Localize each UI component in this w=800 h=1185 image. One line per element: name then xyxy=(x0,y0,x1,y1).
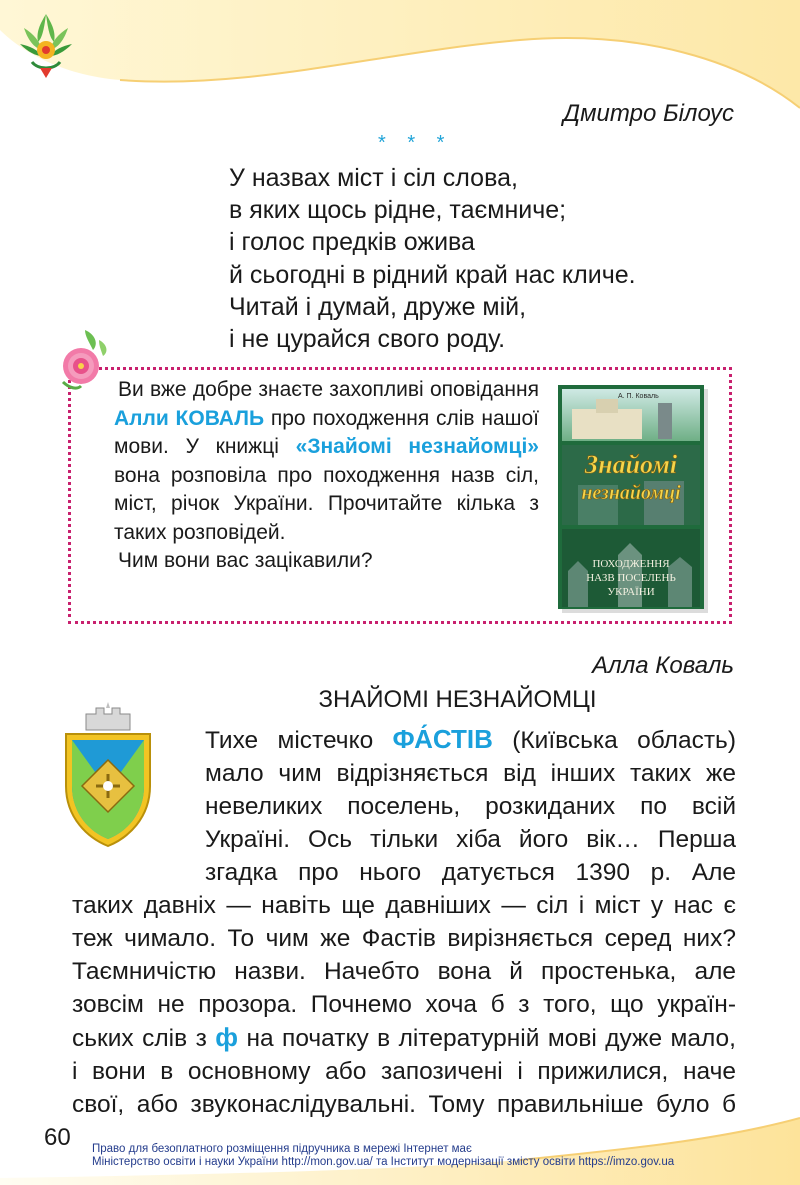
poem-line: і голос предків ожива xyxy=(229,228,475,257)
book-cover-subtitle: НАЗВ ПОСЕЛЕНЬ xyxy=(586,572,676,584)
poem-author: Дмитро Білоус xyxy=(563,100,734,127)
page-number: 60 xyxy=(44,1124,71,1151)
footer-line: Міністерство освіти і науки України http://mon.gov.ua/ та Інститут модернізації змісту освіти https://imzo.gov.ua xyxy=(92,1156,675,1168)
author-name-highlight: Алли КОВАЛЬ xyxy=(114,406,265,430)
book-cover-subtitle: ПОХОДЖЕННЯ xyxy=(592,558,670,570)
poem-line: У назвах міст і сіл слова, xyxy=(229,164,518,192)
story-line: і вони в основному або запозичені і прижилися, наче xyxy=(72,1058,736,1085)
story-text-part: на початку в літературній мові дуже мало, xyxy=(238,1025,736,1052)
section-separator-stars: * * * xyxy=(378,132,453,154)
book-title-highlight: «Знайомі незнайомці» xyxy=(295,435,539,458)
top-wave xyxy=(0,0,800,108)
ornament-logo-icon xyxy=(18,10,74,82)
flower-icon xyxy=(55,326,113,394)
story-body xyxy=(72,723,736,1121)
story-title: ЗНАЙОМІ НЕЗНАЙОМЦІ xyxy=(318,686,597,713)
info-question: Чим вони вас зацікавили? xyxy=(118,549,373,572)
story-line xyxy=(72,1021,736,1055)
book-cover-title: Знайомі xyxy=(584,450,678,479)
story-line: свої, або звуконаслідувальні. Тому правильніше було б xyxy=(72,1091,736,1118)
info-text-part: про походження слів нашої мови. У книжці xyxy=(114,406,539,458)
story-line: згадка про нього датується 1390 р. Але xyxy=(205,859,736,886)
poem-line: Читай і думай, друже мій, xyxy=(229,292,527,321)
story-line: невеликих поселень, розкиданих по всій xyxy=(205,793,736,820)
poem-line: в яких щось рідне, таємниче; xyxy=(229,196,567,225)
info-text-part: вона розповіла про походження назв сіл, міст, річок України. Прочитайте кілька з таких розповідей. xyxy=(114,463,539,544)
book-cover-subtitle: УКРАЇНИ xyxy=(607,586,655,598)
story-line: Україні. Ось тільки хіба його вік… Перша xyxy=(205,826,736,853)
story-line: мало чим відрізняється від інших таких же xyxy=(205,760,736,787)
book-cover-author: А. П. Коваль xyxy=(618,393,659,400)
footer-notice xyxy=(92,1143,674,1169)
story-text-part: ських слів з xyxy=(72,1025,216,1052)
poem-line: і не цурайся свого роду. xyxy=(229,325,506,354)
footer-line: Право для безоплатного розміщення підручника в мережі Інтернет має xyxy=(92,1143,472,1155)
poem-line: й сьогодні в рідний край нас кличе. xyxy=(229,260,636,289)
poem xyxy=(229,162,636,355)
book-cover-title: незнайомці xyxy=(581,482,681,504)
story-line: Таємничістю назви. Начебто вона й простенька, але xyxy=(72,958,736,985)
story-line: таких давніх — навіть ще давніших — сіл і міст у нас є xyxy=(72,892,736,919)
letter-highlight: ф xyxy=(215,1022,238,1052)
story-line: зовсім не прозора. Почнемо хоча б з того, що україн- xyxy=(72,991,736,1018)
town-name-highlight: ФА́СТІВ xyxy=(392,724,493,754)
book-cover xyxy=(558,385,708,613)
story-author: Алла Коваль xyxy=(592,652,734,679)
story-line xyxy=(205,723,736,757)
info-text-part: Ви вже добре знаєте захопливі оповідання xyxy=(118,378,539,401)
story-line: теж чимало. То чим же Фастів вирізняється серед них? xyxy=(72,925,736,952)
info-box-text xyxy=(114,376,539,576)
story-text-part: Тихе містечко xyxy=(205,727,393,754)
story-text-part: (Київська область) xyxy=(492,727,736,754)
